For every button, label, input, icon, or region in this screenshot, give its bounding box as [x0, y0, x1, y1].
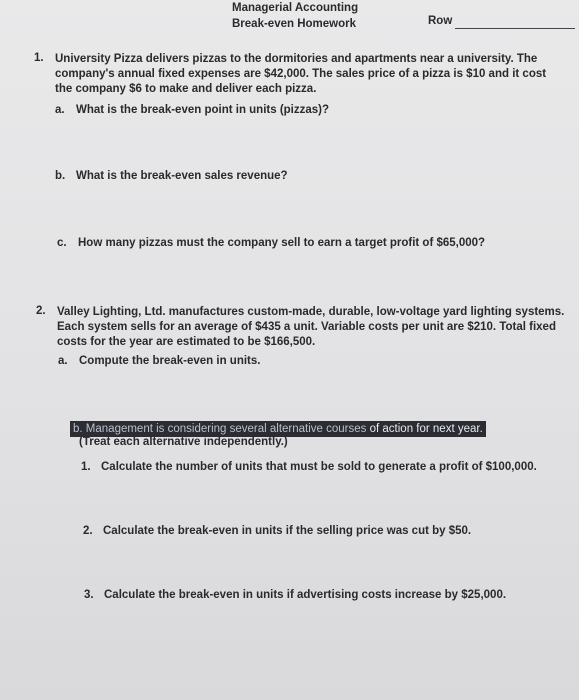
question-2a-letter: a.: [58, 355, 68, 367]
question-2b-note: (Treat each alternative independently.): [79, 436, 288, 448]
question-1a-text: What is the break-even point in units (pizzas)?: [76, 104, 330, 116]
question-line: the company $6 to make and deliver each pizza.: [55, 83, 317, 95]
document-header: [232, 0, 358, 32]
question-2b-item-1-number: 1.: [81, 461, 91, 473]
question-line: Valley Lighting, Ltd. manufactures custom-made, durable, low-voltage yard lighting systems.: [57, 306, 565, 318]
question-1c-text: How many pizzas must the company sell to earn a target profit of $65,000?: [78, 237, 486, 249]
question-line: costs for the year are estimated to be $166,500.: [57, 336, 316, 348]
question-1-text: [55, 52, 546, 97]
question-2b-item-3-text: Calculate the break-even in units if advertising costs increase by $25,000.: [104, 589, 507, 601]
question-2b-highlighted-text: [70, 421, 486, 437]
question-1b-letter: b.: [55, 170, 66, 182]
question-line: University Pizza delivers pizzas to the dormitories and apartments near a university. The: [55, 53, 538, 65]
question-1-number: 1.: [34, 52, 44, 64]
question-1b-text: What is the break-even sales revenue?: [76, 170, 288, 182]
row-label: Row: [428, 15, 453, 27]
highlight-bright-text: of action for next year.: [369, 423, 483, 435]
highlight-dim-text: Management is considering several alternative courses: [85, 423, 367, 435]
question-1a-letter: a.: [55, 104, 65, 116]
question-line: Each system sells for an average of $435 a unit. Variable costs per unit are $210. Total fixed: [57, 321, 556, 333]
question-2b-letter: b.: [73, 423, 83, 435]
question-2b-item-2-number: 2.: [83, 525, 93, 537]
course-title: Managerial Accounting: [232, 2, 359, 14]
question-1c-letter: c.: [57, 237, 67, 249]
row-blank-line: [455, 28, 575, 29]
question-2b-item-1-text: Calculate the number of units that must be sold to generate a profit of $100,000.: [101, 461, 537, 473]
question-line: company's annual fixed expenses are $42,000. The sales price of a pizza is $10 and it cost: [55, 68, 547, 80]
question-2-text: [57, 305, 564, 350]
question-2-number: 2.: [36, 305, 46, 317]
question-2b-item-2-text: Calculate the break-even in units if the selling price was cut by $50.: [103, 525, 472, 537]
assignment-title: Break-even Homework: [232, 18, 356, 30]
question-2b-item-3-number: 3.: [84, 589, 94, 601]
question-2a-text: Compute the break-even in units.: [79, 355, 261, 367]
